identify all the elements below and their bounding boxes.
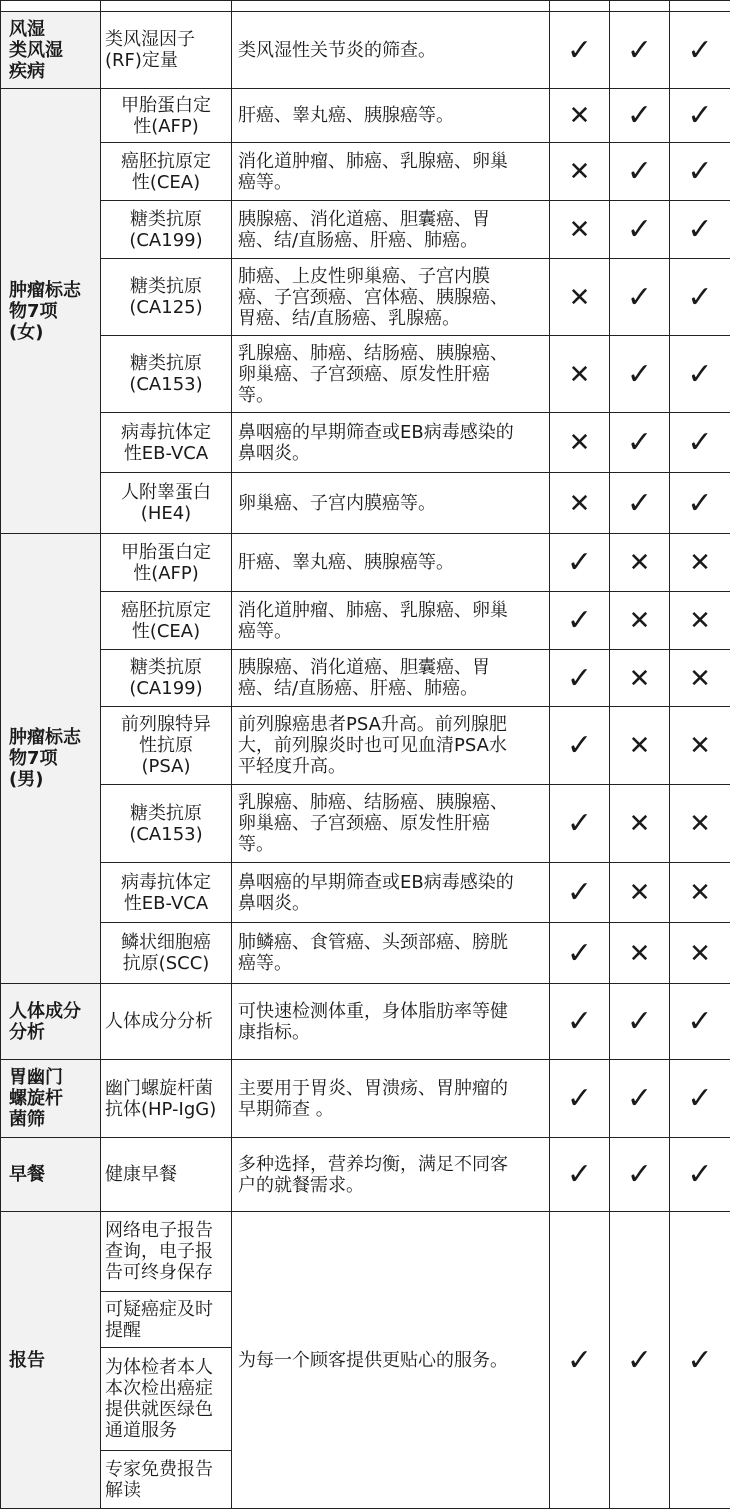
mark-cell <box>550 650 610 707</box>
mark-cell <box>550 1060 610 1138</box>
check-icon: ✓ <box>687 32 713 68</box>
desc-cell: 胰腺癌、消化道癌、胆囊癌、胃 癌、结/直肠癌、肝癌、肺癌。 <box>232 201 550 259</box>
mark-cell <box>550 534 610 592</box>
mark-cell <box>670 592 730 650</box>
cross-icon: ✕ <box>689 548 711 578</box>
mark-cell <box>670 707 730 785</box>
cross-icon: ✕ <box>628 731 651 761</box>
table-row <box>1 923 730 984</box>
mark-cell <box>670 12 730 89</box>
check-icon: ✓ <box>687 485 713 521</box>
item-cell: 癌胚抗原定 性(CEA) <box>101 143 232 201</box>
check-icon: ✓ <box>566 603 593 638</box>
check-icon: ✓ <box>687 279 713 315</box>
check-icon: ✓ <box>687 154 713 189</box>
table-body <box>1 1 730 1509</box>
check-icon: ✓ <box>687 1004 713 1039</box>
desc-cell: 类风湿性关节炎的筛查。 <box>232 12 550 89</box>
check-icon: ✓ <box>687 212 713 247</box>
check-icon: ✓ <box>566 1342 593 1378</box>
category-cell: 人体成分 分析 <box>1 984 101 1060</box>
mark-cell <box>550 984 610 1060</box>
desc-cell: 肝癌、睾丸癌、胰腺癌等。 <box>232 89 550 143</box>
table-row <box>1 707 730 785</box>
item-cell: 可疑癌症及时 提醒 <box>101 1292 232 1348</box>
table-row <box>1 89 730 143</box>
mark-cell <box>550 785 610 863</box>
mark-cell <box>610 473 670 534</box>
desc-cell: 肺癌、上皮性卵巢癌、子宫内膜 癌、子宫颈癌、宫体癌、胰腺癌、 胃癌、结/直肠癌、乳腺癌。 <box>232 259 550 336</box>
item-cell: 网络电子报告 查询，电子报 告可终身保存 <box>101 1212 232 1292</box>
mark-cell <box>550 923 610 984</box>
item-cell: 鳞状细胞癌 抗原(SCC) <box>101 923 232 984</box>
check-icon: ✓ <box>687 1157 713 1192</box>
cross-icon: ✕ <box>568 488 591 519</box>
mark-cell <box>670 534 730 592</box>
mark-cell <box>670 1212 730 1509</box>
mark-cell <box>550 201 610 259</box>
check-icon: ✓ <box>687 1342 713 1378</box>
mark-cell <box>670 1 730 12</box>
mark-cell <box>550 12 610 89</box>
mark-cell <box>550 1 610 12</box>
mark-cell <box>610 1 670 12</box>
mark-cell <box>610 201 670 259</box>
cross-icon: ✕ <box>689 938 711 969</box>
check-icon: ✓ <box>566 1157 593 1192</box>
mark-cell <box>670 785 730 863</box>
check-icon: ✓ <box>626 1004 653 1039</box>
table-row <box>1 1138 730 1212</box>
table-row <box>1 201 730 259</box>
desc-cell: 消化道肿瘤、肺癌、乳腺癌、卵巢 癌等。 <box>232 592 550 650</box>
mark-cell <box>610 413 670 473</box>
check-icon: ✓ <box>687 425 713 460</box>
item-cell: 甲胎蛋白定 性(AFP) <box>101 89 232 143</box>
cross-icon: ✕ <box>568 215 591 245</box>
desc-cell: 鼻咽癌的早期筛查或EB病毒感染的 鼻咽炎。 <box>232 863 550 923</box>
category-cell: 肿瘤标志 物7项 (男) <box>1 534 101 984</box>
item-cell: 人体成分分析 <box>101 984 232 1060</box>
item-cell: 糖类抗原 (CA199) <box>101 201 232 259</box>
item-cell: 病毒抗体定 性EB-VCA <box>101 413 232 473</box>
check-icon: ✓ <box>566 660 593 696</box>
desc-cell: 胰腺癌、消化道癌、胆囊癌、胃 癌、结/直肠癌、肝癌、肺癌。 <box>232 650 550 707</box>
desc-cell: 乳腺癌、肺癌、结肠癌、胰腺癌、 卵巢癌、子宫颈癌、原发性肝癌 等。 <box>232 336 550 413</box>
table-row <box>1 650 730 707</box>
check-icon: ✓ <box>626 32 653 68</box>
cross-icon: ✕ <box>689 606 711 636</box>
item-cell: 甲胎蛋白定 性(AFP) <box>101 534 232 592</box>
table-row <box>1 785 730 863</box>
table-row <box>1 336 730 413</box>
mark-cell <box>610 923 670 984</box>
desc-cell: 肺鳞癌、食管癌、头颈部癌、膀胱 癌等。 <box>232 923 550 984</box>
check-icon: ✓ <box>626 98 653 133</box>
check-icon: ✓ <box>687 98 713 133</box>
desc-cell: 卵巢癌、子宫内膜癌等。 <box>232 473 550 534</box>
desc-cell: 前列腺癌患者PSA升高。前列腺肥 大，前列腺炎时也可见血清PSA水 平轻度升高。 <box>232 707 550 785</box>
desc-cell: 消化道肿瘤、肺癌、乳腺癌、卵巢 癌等。 <box>232 143 550 201</box>
mark-cell <box>670 1060 730 1138</box>
check-icon: ✓ <box>687 1081 713 1116</box>
item-cell: 幽门螺旋杆菌 抗体(HP-IgG) <box>101 1060 232 1138</box>
desc-cell <box>232 1 550 12</box>
check-icon: ✓ <box>626 154 653 189</box>
item-cell: 类风湿因子 (RF)定量 <box>101 12 232 89</box>
check-icon: ✓ <box>566 875 593 910</box>
mark-cell <box>610 650 670 707</box>
mark-cell <box>550 89 610 143</box>
mark-cell <box>610 707 670 785</box>
table-row <box>1 1212 730 1292</box>
table-row-partial-top <box>1 1 730 12</box>
category-cell: 胃幽门 螺旋杆 菌筛 <box>1 1060 101 1138</box>
check-icon: ✓ <box>566 806 593 841</box>
mark-cell <box>670 650 730 707</box>
item-cell: 病毒抗体定 性EB-VCA <box>101 863 232 923</box>
check-icon: ✓ <box>566 1004 593 1039</box>
table-row <box>1 984 730 1060</box>
mark-cell <box>550 413 610 473</box>
mark-cell <box>610 1060 670 1138</box>
mark-cell <box>670 201 730 259</box>
mark-cell <box>550 259 610 336</box>
cross-icon: ✕ <box>568 101 591 131</box>
desc-cell: 肝癌、睾丸癌、胰腺癌等。 <box>232 534 550 592</box>
mark-cell <box>550 336 610 413</box>
cross-icon: ✕ <box>689 878 711 908</box>
category-cell <box>1 1 101 12</box>
mark-cell <box>610 534 670 592</box>
cross-icon: ✕ <box>689 731 711 761</box>
cross-icon: ✕ <box>628 878 651 908</box>
table-row <box>1 12 730 89</box>
cross-icon: ✕ <box>628 606 651 636</box>
category-cell: 报告 <box>1 1212 101 1509</box>
mark-cell <box>610 12 670 89</box>
mark-cell <box>550 1138 610 1212</box>
table-row <box>1 259 730 336</box>
mark-cell <box>670 259 730 336</box>
cross-icon: ✕ <box>568 428 591 458</box>
mark-cell <box>610 259 670 336</box>
item-cell: 前列腺特异 性抗原 (PSA) <box>101 707 232 785</box>
mark-cell <box>670 143 730 201</box>
category-cell: 风湿 类风湿 疾病 <box>1 12 101 89</box>
table-row <box>1 863 730 923</box>
mark-cell <box>610 1212 670 1509</box>
check-icon: ✓ <box>566 32 593 68</box>
mark-cell <box>670 413 730 473</box>
mark-cell <box>610 89 670 143</box>
cross-icon: ✕ <box>689 663 711 694</box>
item-cell: 糖类抗原 (CA199) <box>101 650 232 707</box>
cross-icon: ✕ <box>628 938 651 969</box>
mark-cell <box>610 984 670 1060</box>
table-row <box>1 592 730 650</box>
table-row <box>1 534 730 592</box>
desc-cell: 乳腺癌、肺癌、结肠癌、胰腺癌、 卵巢癌、子宫颈癌、原发性肝癌 等。 <box>232 785 550 863</box>
cross-icon: ✕ <box>568 359 591 390</box>
table-row <box>1 1060 730 1138</box>
check-icon: ✓ <box>626 485 653 521</box>
item-cell: 健康早餐 <box>101 1138 232 1212</box>
cross-icon: ✕ <box>628 548 651 578</box>
desc-cell: 可快速检测体重，身体脂肪率等健 康指标。 <box>232 984 550 1060</box>
check-icon: ✓ <box>626 356 653 392</box>
item-cell <box>101 1 232 12</box>
mark-cell <box>550 592 610 650</box>
check-icon: ✓ <box>566 728 593 763</box>
cross-icon: ✕ <box>689 809 711 839</box>
table-row <box>1 413 730 473</box>
item-cell: 癌胚抗原定 性(CEA) <box>101 592 232 650</box>
check-icon: ✓ <box>626 1157 653 1192</box>
mark-cell <box>670 336 730 413</box>
cross-icon: ✕ <box>568 282 591 313</box>
mark-cell <box>610 863 670 923</box>
mark-cell <box>610 1138 670 1212</box>
cross-icon: ✕ <box>628 663 651 694</box>
check-icon: ✓ <box>566 935 593 971</box>
mark-cell <box>670 473 730 534</box>
mark-cell <box>670 1138 730 1212</box>
check-icon: ✓ <box>566 545 593 580</box>
mark-cell <box>550 707 610 785</box>
mark-cell <box>670 863 730 923</box>
mark-cell <box>610 785 670 863</box>
check-icon: ✓ <box>626 1081 653 1116</box>
mark-cell <box>550 143 610 201</box>
item-cell: 糖类抗原 (CA153) <box>101 785 232 863</box>
check-icon: ✓ <box>566 1081 593 1116</box>
check-icon: ✓ <box>626 279 653 315</box>
desc-cell: 鼻咽癌的早期筛查或EB病毒感染的 鼻咽炎。 <box>232 413 550 473</box>
cross-icon: ✕ <box>568 157 591 187</box>
item-cell: 人附睾蛋白 (HE4) <box>101 473 232 534</box>
mark-cell <box>550 1212 610 1509</box>
mark-cell <box>550 473 610 534</box>
desc-cell: 主要用于胃炎、胃溃疡、胃肿瘤的 早期筛查 。 <box>232 1060 550 1138</box>
category-cell: 早餐 <box>1 1138 101 1212</box>
item-cell: 糖类抗原 (CA153) <box>101 336 232 413</box>
check-icon: ✓ <box>626 1342 653 1378</box>
check-icon: ✓ <box>626 425 653 460</box>
mark-cell <box>550 863 610 923</box>
mark-cell <box>670 984 730 1060</box>
mark-cell <box>610 336 670 413</box>
mark-cell <box>610 592 670 650</box>
mark-cell <box>670 923 730 984</box>
item-cell: 为体检者本人 本次检出癌症 提供就医绿色 通道服务 <box>101 1348 232 1451</box>
mark-cell <box>670 89 730 143</box>
check-icon: ✓ <box>626 212 653 247</box>
category-cell: 肿瘤标志 物7项 (女) <box>1 89 101 534</box>
item-cell: 专家免费报告 解读 <box>101 1451 232 1509</box>
item-cell: 糖类抗原 (CA125) <box>101 259 232 336</box>
table-row <box>1 473 730 534</box>
mark-cell <box>610 143 670 201</box>
desc-cell: 多种选择，营养均衡，满足不同客 户的就餐需求。 <box>232 1138 550 1212</box>
desc-cell: 为每一个顾客提供更贴心的服务。 <box>232 1212 550 1509</box>
cross-icon: ✕ <box>628 809 651 839</box>
check-icon: ✓ <box>687 356 713 392</box>
table-row <box>1 143 730 201</box>
